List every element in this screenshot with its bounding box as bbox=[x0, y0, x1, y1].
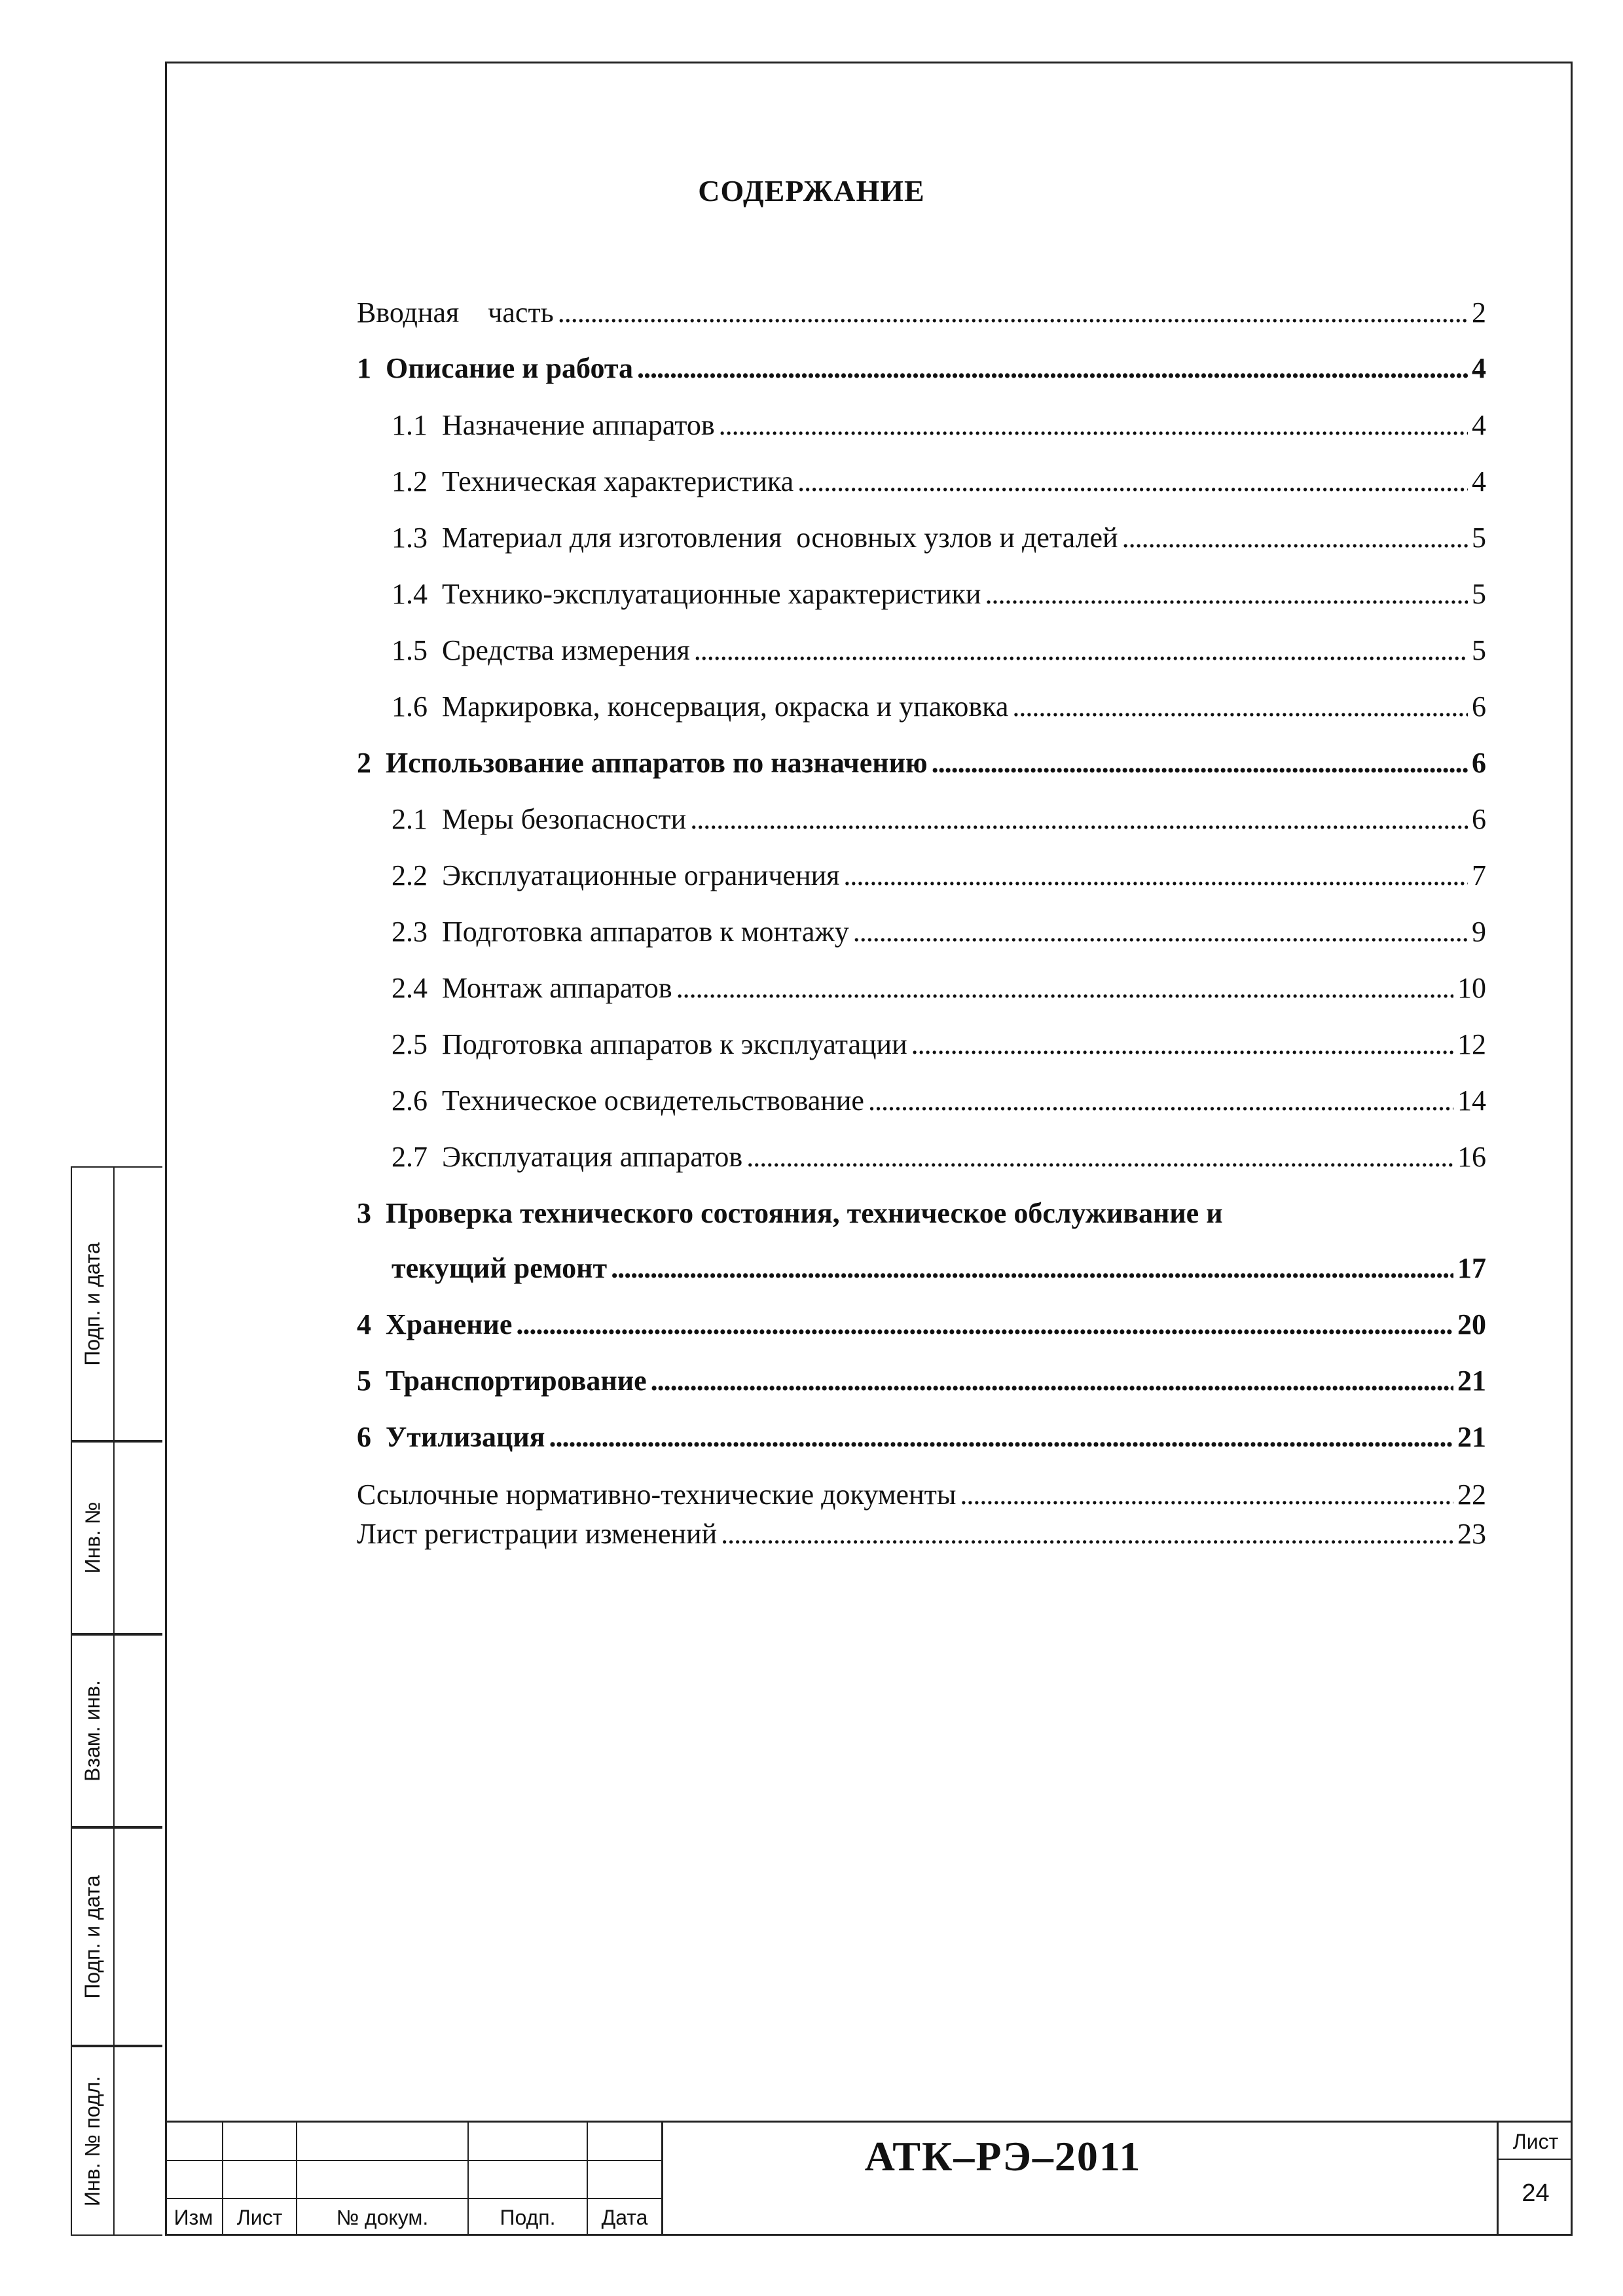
toc-entry-page: 21 bbox=[1457, 1365, 1486, 1397]
side-label: Взам. инв. bbox=[81, 1679, 104, 1782]
toc-entry bbox=[357, 1306, 1486, 1343]
toc-entry bbox=[357, 1195, 1486, 1232]
toc-entry bbox=[392, 689, 1486, 725]
toc-entry bbox=[392, 576, 1486, 613]
toc-entry-page: 6 bbox=[1472, 803, 1486, 835]
toc-leader-dots bbox=[721, 1516, 1453, 1552]
toc-entry-number: 2 bbox=[357, 747, 371, 779]
toc-entry-number: 2.5 bbox=[392, 1028, 428, 1060]
side-label: Подп. и дата bbox=[81, 1874, 104, 1999]
toc-entry-page: 4 bbox=[1472, 352, 1486, 384]
title-block bbox=[165, 2121, 1573, 2236]
toc-entry-title: Меры безопасности bbox=[442, 803, 687, 835]
toc-entry bbox=[357, 1363, 1486, 1399]
toc-leader-dots bbox=[651, 1363, 1453, 1399]
toc-entry-title: Проверка технического состояния, техническое обслуживание и bbox=[386, 1197, 1223, 1229]
toc-entry-number: 6 bbox=[357, 1421, 371, 1453]
toc-entry-title: Эксплуатация аппаратов bbox=[442, 1141, 743, 1173]
toc-entry bbox=[392, 801, 1486, 838]
toc-entry-title: Монтаж аппаратов bbox=[442, 972, 672, 1004]
toc-leader-dots bbox=[516, 1306, 1453, 1343]
side-cell-inv-no bbox=[71, 1441, 162, 1634]
toc-entry-title: Использование аппаратов по назначению bbox=[386, 747, 928, 779]
toc-entry-page: 22 bbox=[1457, 1479, 1486, 1511]
toc-entry-page: 14 bbox=[1457, 1085, 1486, 1117]
toc-leader-dots bbox=[719, 407, 1468, 444]
toc-leader-dots bbox=[676, 970, 1453, 1007]
toc-entry bbox=[357, 745, 1486, 781]
toc-entry-number: 2.7 bbox=[392, 1141, 428, 1173]
toc-entry-title: Средства измерения bbox=[442, 634, 690, 666]
side-cell-replacement-inv bbox=[71, 1634, 162, 1827]
col-label-doc-no: № докум. bbox=[336, 2206, 429, 2229]
toc-entry-number: 3 bbox=[357, 1197, 371, 1229]
toc-entry-number: 2.4 bbox=[392, 972, 428, 1004]
side-label: Инв. № bbox=[81, 1501, 104, 1574]
toc-entry-title: Хранение bbox=[386, 1308, 513, 1340]
toc-entry-page: 7 bbox=[1472, 859, 1486, 891]
toc-entry-page: 5 bbox=[1472, 634, 1486, 666]
toc-entry bbox=[392, 407, 1486, 444]
toc-entry-number: 1.2 bbox=[392, 465, 428, 497]
toc-leader-dots bbox=[853, 914, 1468, 950]
toc-entry-number: 2.2 bbox=[392, 859, 428, 891]
toc-entry-number: 1.3 bbox=[392, 522, 428, 554]
toc-entry-title: Подготовка аппаратов к эксплуатации bbox=[442, 1028, 907, 1060]
toc-leader-dots bbox=[911, 1026, 1453, 1063]
toc-entry-page: 6 bbox=[1472, 691, 1486, 723]
toc-entry-title: Описание и работа bbox=[386, 352, 634, 384]
col-label-date: Дата bbox=[601, 2206, 648, 2229]
toc-leader-dots bbox=[746, 1139, 1453, 1175]
col-label-sheet: Лист bbox=[236, 2206, 283, 2229]
toc-entry-number: 2.1 bbox=[392, 803, 428, 835]
toc-entry-number: 2.3 bbox=[392, 916, 428, 948]
sheet-label: Лист bbox=[1512, 2130, 1559, 2153]
toc-entry-number: 5 bbox=[357, 1365, 371, 1397]
side-cell-signature-date bbox=[71, 1166, 162, 1441]
toc-entry bbox=[392, 1139, 1486, 1175]
sheet-number: 24 bbox=[1522, 2179, 1550, 2207]
toc-entry-number: 1.6 bbox=[392, 691, 428, 723]
toc-entry bbox=[392, 1026, 1486, 1063]
toc-entry-page: 21 bbox=[1457, 1421, 1486, 1453]
toc-entry-title: Утилизация bbox=[386, 1421, 545, 1453]
side-cell-signature-date-2 bbox=[71, 1827, 162, 2046]
toc-entry-page: 4 bbox=[1472, 465, 1486, 497]
toc-entry-title: Лист регистрации изменений bbox=[357, 1518, 718, 1550]
toc-entry-number: 2.6 bbox=[392, 1085, 428, 1117]
toc-entry bbox=[357, 1477, 1486, 1513]
col-label-signature: Подп. bbox=[500, 2206, 556, 2229]
toc-entry bbox=[392, 914, 1486, 950]
toc-leader-dots bbox=[637, 350, 1468, 387]
toc-entry-page: 9 bbox=[1472, 916, 1486, 948]
toc-entry-title: Эксплуатационные ограничения bbox=[442, 859, 840, 891]
toc-entry-number: 1.1 bbox=[392, 409, 428, 441]
side-label: Инв. № подл. bbox=[81, 2075, 105, 2206]
toc-entry-title: Подготовка аппаратов к монтажу bbox=[442, 916, 849, 948]
toc-entry-title: Техническая характеристика bbox=[442, 465, 794, 497]
toc-leader-dots bbox=[549, 1419, 1453, 1456]
toc-entry-title: Ссылочные нормативно-технические документы bbox=[357, 1479, 957, 1511]
document-code: АТК–РЭ–2011 bbox=[864, 2133, 1142, 2179]
toc-leader-dots bbox=[960, 1477, 1453, 1513]
toc-leader-dots bbox=[932, 745, 1468, 781]
toc-entry-page: 16 bbox=[1457, 1141, 1486, 1173]
toc-entry-page: 10 bbox=[1457, 972, 1486, 1004]
toc-leader-dots bbox=[1122, 520, 1468, 556]
toc-entry-number: 1.5 bbox=[392, 634, 428, 666]
toc-entry bbox=[392, 857, 1486, 894]
toc-entry-title: Вводная часть bbox=[357, 296, 554, 329]
toc-entry bbox=[392, 1250, 1486, 1287]
side-label: Подп. и дата bbox=[81, 1242, 104, 1366]
toc-entry bbox=[392, 520, 1486, 556]
col-label-change: Изм bbox=[173, 2206, 213, 2229]
side-stamp bbox=[71, 1166, 162, 2236]
toc-entry-page: 23 bbox=[1457, 1518, 1486, 1550]
side-cell-original-inv bbox=[71, 2046, 162, 2236]
toc-entry-title: Маркировка, консервация, окраска и упаковка bbox=[442, 691, 1009, 723]
toc-entry-number: 4 bbox=[357, 1308, 371, 1340]
toc-entry-title: Назначение аппаратов bbox=[442, 409, 715, 441]
toc-entry-number: 1 bbox=[357, 352, 371, 384]
toc-entry bbox=[392, 970, 1486, 1007]
toc-entry-page: 17 bbox=[1457, 1252, 1486, 1284]
toc-entry-title: Технико-эксплуатационные характеристики bbox=[442, 578, 981, 610]
toc-leader-dots bbox=[985, 576, 1468, 613]
toc-leader-dots bbox=[843, 857, 1468, 894]
toc-leader-dots bbox=[868, 1083, 1453, 1119]
toc-entry bbox=[392, 463, 1486, 500]
toc-entry-page: 2 bbox=[1472, 296, 1486, 329]
toc-entry-page: 5 bbox=[1472, 578, 1486, 610]
toc-entry bbox=[392, 1083, 1486, 1119]
toc-leader-dots bbox=[694, 632, 1468, 669]
toc-leader-dots bbox=[1012, 689, 1468, 725]
toc-leader-dots bbox=[611, 1250, 1453, 1287]
toc-entry-number: 1.4 bbox=[392, 578, 428, 610]
toc-entry bbox=[357, 295, 1486, 331]
toc-entry-title: текущий ремонт bbox=[392, 1252, 608, 1284]
toc-entry-title: Материал для изготовления основных узлов и деталей bbox=[442, 522, 1118, 554]
toc-entry-title: Транспортирование bbox=[386, 1365, 647, 1397]
toc-entry-page: 20 bbox=[1457, 1308, 1486, 1340]
toc-entry bbox=[357, 350, 1486, 387]
toc-entry bbox=[392, 632, 1486, 669]
toc-entry-page: 6 bbox=[1472, 747, 1486, 779]
page-title: СОДЕРЖАНИЕ bbox=[698, 174, 925, 207]
toc-entry bbox=[357, 1419, 1486, 1456]
toc-entry-page: 4 bbox=[1472, 409, 1486, 441]
toc-entry-page: 12 bbox=[1457, 1028, 1486, 1060]
toc-leader-dots bbox=[690, 801, 1468, 838]
toc-entry bbox=[357, 1516, 1486, 1552]
toc-entry-page: 5 bbox=[1472, 522, 1486, 554]
toc-leader-dots bbox=[558, 295, 1468, 331]
toc-leader-dots bbox=[797, 463, 1468, 500]
toc-entry-title: Техническое освидетельствование bbox=[442, 1085, 864, 1117]
